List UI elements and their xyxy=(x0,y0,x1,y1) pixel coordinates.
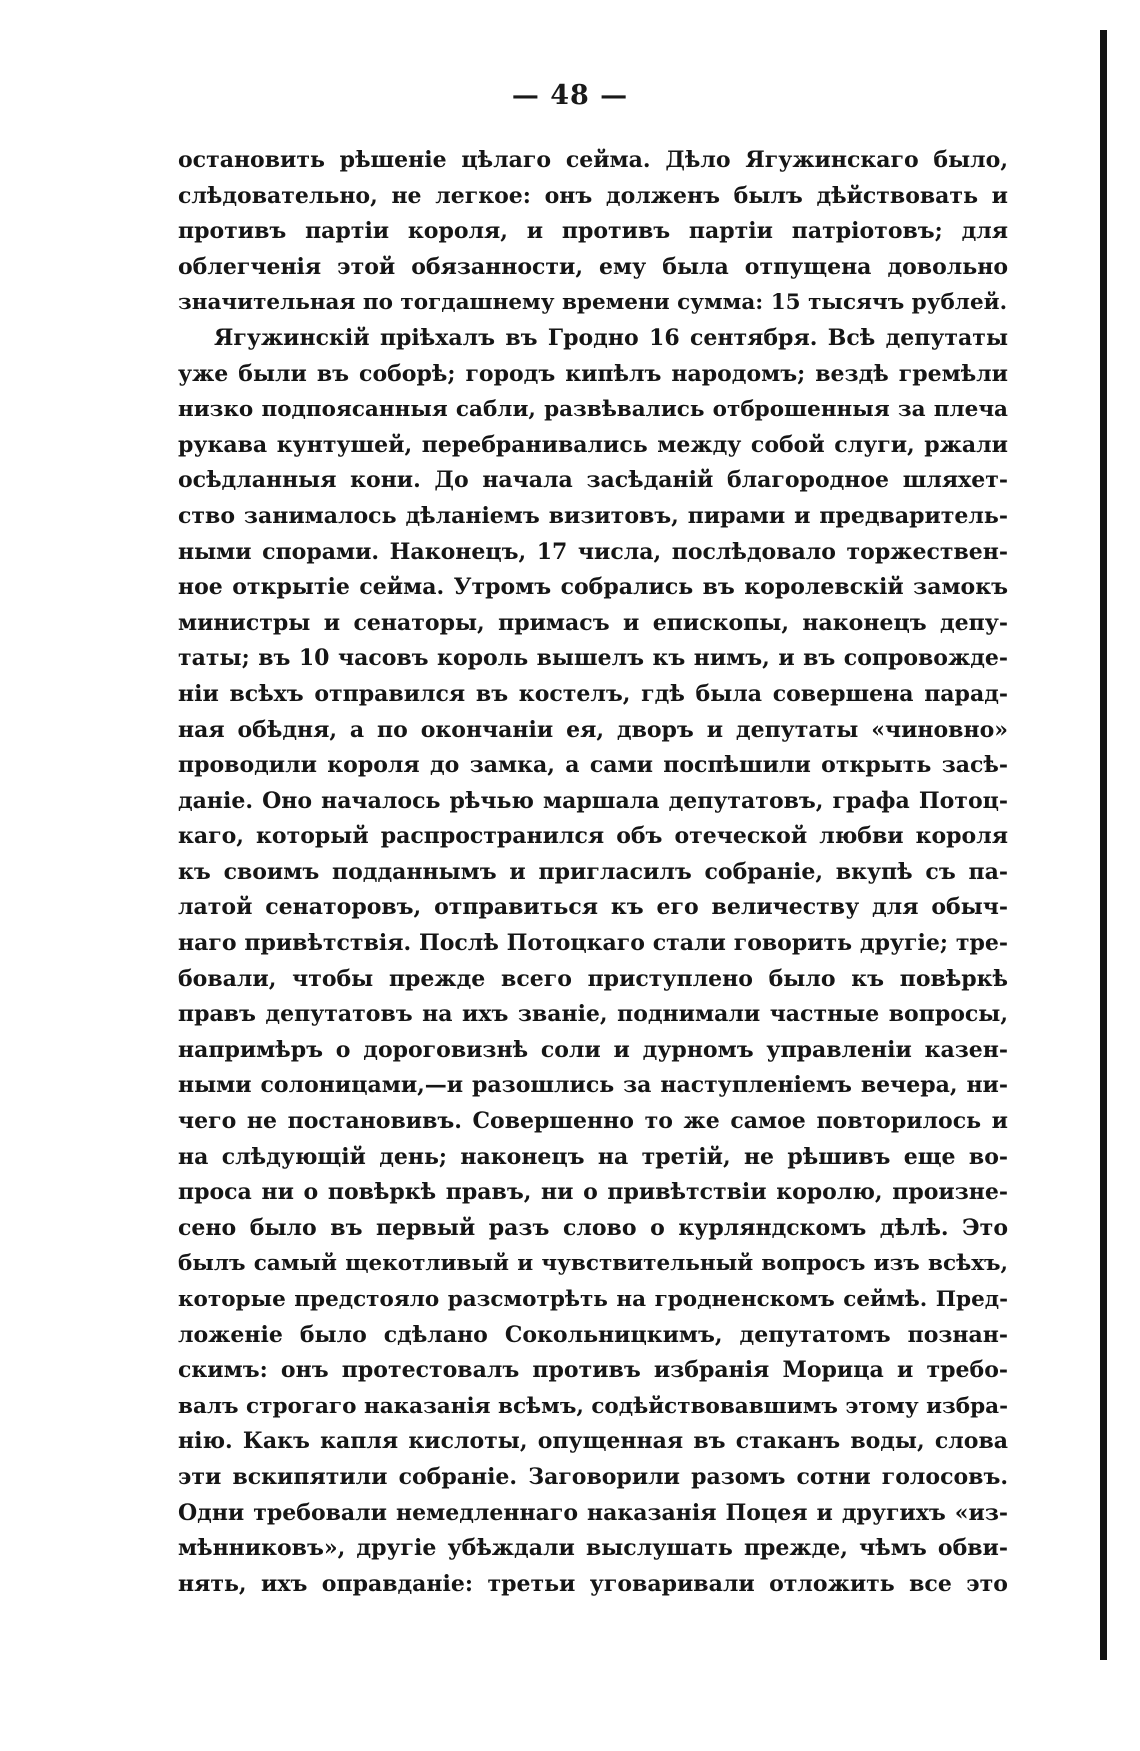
text-line: ложеніе было сдѣлано Сокольницкимъ, депутатомъ познан- xyxy=(178,1321,1008,1348)
text-line: правъ депутатовъ на ихъ званіе, поднимали частные вопросы, xyxy=(178,1001,1008,1028)
text-line: противъ партіи короля, и противъ партіи патріотовъ; для xyxy=(178,218,1008,245)
page-edge-rule xyxy=(1100,30,1107,1660)
text-line: каго, который распространился объ отеческой любви короля xyxy=(178,823,1008,850)
text-line: бовали, чтобы прежде всего приступлено было къ повѣркѣ xyxy=(178,965,1008,992)
text-line: чего не постановивъ. Совершенно то же самое повторилось и xyxy=(178,1108,1008,1135)
text-line: къ своимъ подданнымъ и пригласилъ собраніе, вкупѣ съ па- xyxy=(178,858,1008,885)
page-number: — 48 — xyxy=(511,80,629,111)
text-line: таты; въ 10 часовъ король вышелъ къ нимъ, и въ сопровожде- xyxy=(178,645,1008,672)
text-line: ными спорами. Наконецъ, 17 числа, послѣдовало торжествен- xyxy=(178,538,1008,565)
text-line: напримѣръ о дороговизнѣ соли и дурномъ управленіи казен- xyxy=(178,1036,1008,1063)
text-line: скимъ: онъ протестовалъ противъ избранія Морица и требо- xyxy=(178,1357,1008,1384)
text-line: былъ самый щекотливый и чувствительный вопросъ изъ всѣхъ, xyxy=(178,1251,1008,1277)
text-line: проводили короля до замка, а сами поспѣшили открыть засѣ- xyxy=(178,752,1008,779)
text-line: низко подпоясанныя сабли, развѣвались отброшенныя за плеча xyxy=(178,397,1008,423)
text-line: ная обѣдня, а по окончаніи ея, дворъ и депутаты «чиновно» xyxy=(178,716,1008,743)
paragraph-first-line: Ягужинскій пріѣхалъ въ Гродно 16 сентября. Всѣ депутаты xyxy=(214,324,1008,351)
text-line: нять, ихъ оправданіе: третьи уговаривали отложить все это xyxy=(178,1570,1008,1597)
text-line: рукава кунтушей, перебранивались между собой слуги, ржали xyxy=(178,431,1008,458)
text-line: министры и сенаторы, примасъ и епископы, наконецъ депу- xyxy=(178,609,1008,636)
text-line: Одни требовали немедленнаго наказанія Поцея и другихъ «из- xyxy=(178,1499,1008,1526)
text-line: облегченія этой обязанности, ему была отпущена довольно xyxy=(178,253,1008,280)
text-line: даніе. Оно началось рѣчью маршала депутатовъ, графа Потоц- xyxy=(178,787,1008,814)
text-line: сено было въ первый разъ слово о курляндскомъ дѣлѣ. Это xyxy=(178,1214,1008,1241)
text-line: значительная по тогдашнему времени сумма: 15 тысячъ рублей. xyxy=(178,290,1008,316)
text-line: проса ни о повѣркѣ правъ, ни о привѣтствіи королю, произне- xyxy=(178,1179,1008,1206)
text-line: ное открытіе сейма. Утромъ собрались въ королевскій замокъ xyxy=(178,574,1008,601)
text-line: на слѣдующій день; наконецъ на третій, не рѣшивъ еще во- xyxy=(178,1143,1008,1170)
text-line: ными солоницами,—и разошлись за наступленіемъ вечера, ни- xyxy=(178,1072,1008,1099)
body-text xyxy=(178,143,1008,1602)
text-line: нію. Какъ капля кислоты, опущенная въ стаканъ воды, слова xyxy=(178,1428,1008,1455)
text-line: осѣдланныя кони. До начала засѣданій благородное шляхет- xyxy=(178,467,1008,494)
text-line: валъ строгаго наказанія всѣмъ, содѣйствовавшимъ этому избра- xyxy=(178,1393,1008,1419)
text-line: эти вскипятили собраніе. Заговорили разомъ сотни голосовъ. xyxy=(178,1463,1008,1490)
text-line: латой сенаторовъ, отправиться къ его величеству для обыч- xyxy=(178,894,1008,921)
text-line: ство занималось дѣланіемъ визитовъ, пирами и предваритель- xyxy=(178,502,1008,529)
text-line: которые предстояло разсмотрѣть на гродненскомъ сеймѣ. Пред- xyxy=(178,1287,1008,1312)
text-line: остановить рѣшеніе цѣлаго сейма. Дѣло Ягужинскаго было, xyxy=(178,147,1008,173)
text-line: наго привѣтствія. Послѣ Потоцкаго стали говорить другіе; тре- xyxy=(178,930,1008,957)
text-line: уже были въ соборѣ; городъ кипѣлъ народомъ; вездѣ гремѣли xyxy=(178,360,1008,387)
text-line: ніи всѣхъ отправился въ костелъ, гдѣ была совершена парад- xyxy=(178,680,1008,707)
text-line: слѣдовательно, не легкое: онъ долженъ былъ дѣйствовать и xyxy=(178,182,1008,209)
text-line: мѣнниковъ», другіе убѣждали выслушать прежде, чѣмъ обви- xyxy=(178,1535,1008,1562)
